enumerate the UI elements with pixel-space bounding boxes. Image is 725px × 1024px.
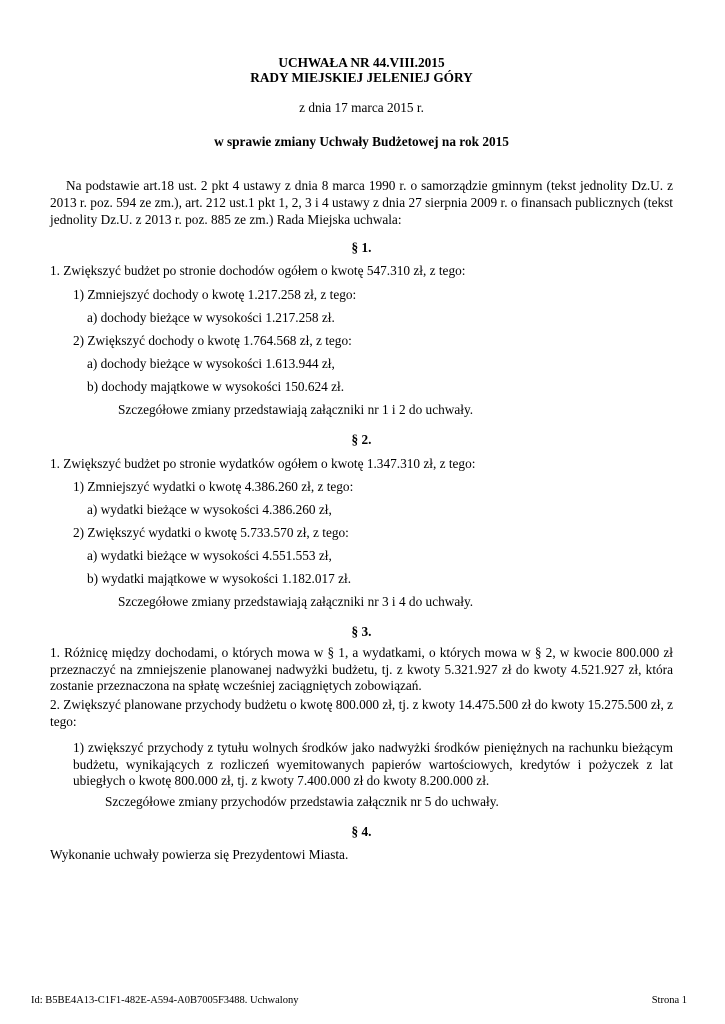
council-name: RADY MIEJSKIEJ JELENIEJ GÓRY [250,70,473,85]
section-1-sub-2: 2) Zwiększyć dochody o kwotę 1.764.568 zł, z tego: [73,333,352,348]
section-2-sub-1: 1) Zmniejszyć wydatki o kwotę 4.386.260 zł, z tego: [73,479,354,494]
section-3-heading: § 3. [351,624,372,639]
section-2-sub-2: 2) Zwiększyć wydatki o kwotę 5.733.570 zł, z tego: [73,525,349,540]
document-id: Id: B5BE4A13-C1F1-482E-A594-A0B7005F3488. Uchwalony [31,995,299,1006]
section-2-sub-1a: a) wydatki bieżące w wysokości 4.386.260 zł, [87,502,332,517]
section-3-item-2: 2. Zwiększyć planowane przychody budżetu o kwotę 800.000 zł, tj. z kwoty 14.475.500 zł do kwoty 15.275.500 zł, z tego: [50,697,673,729]
section-1-sub-1a: a) dochody bieżące w wysokości 1.217.258 zł. [87,310,335,325]
section-1-sub-2b: b) dochody majątkowe w wysokości 150.624 zł. [87,379,345,394]
section-1-sub-1: 1) Zmniejszyć dochody o kwotę 1.217.258 zł, z tego: [73,287,357,302]
section-1-item-1: 1. Zwiększyć budżet po stronie dochodów ogółem o kwotę 547.310 zł, z tego: [50,263,466,278]
section-2-heading: § 2. [351,432,372,447]
page-number: Strona 1 [651,995,687,1006]
section-3-details: Szczegółowe zmiany przychodów przedstawia załącznik nr 5 do uchwały. [105,794,499,809]
section-2-details: Szczegółowe zmiany przedstawiają załączniki nr 3 i 4 do uchwały. [118,594,474,609]
section-4-item-1: Wykonanie uchwały powierza się Prezydentowi Miasta. [50,847,349,862]
section-3-sub-1: 1) zwiększyć przychody z tytułu wolnych środków jako nadwyżki środków pieniężnych na rachunku bieżącym budżetu, wynikających z rozliczeń wyemitowanych papierów wartościowych, kredytów i pożyczek z lat ubiegłych o kwotę 800.000 zł, tj. z kwoty 7.400.000 zł do kwoty 8.200.000 zł. [73,740,673,788]
section-4-heading: § 4. [351,824,372,839]
legal-basis: Na podstawie art.18 ust. 2 pkt 4 ustawy z dnia 8 marca 1990 r. o samorządzie gminnym (tekst jednolity Dz.U. z 2013 r. poz. 594 ze zm.), art. 212 ust.1 pkt 1, 2, 3 i 4 ustawy z dnia 27 sierpnia 2009 r. o finansach publicznych (tekst jednolity Dz.U. z 2013 r. poz. 885 ze zm.) Rada Miejska uchwala: [50,178,673,227]
section-3-item-1: 1. Różnicę między dochodami, o których mowa w § 1, a wydatkami, o których mowa w § 2, w kwocie 800.000 zł przeznaczyć na zmniejszenie planowanej nadwyżki budżetu, tj. z kwoty 5.321.927 zł do kwoty 4.521.927 zł, która zostanie przeznaczona na spłatę wcześniej zaciągniętych zobowiązań. [50,645,673,693]
resolution-title: UCHWAŁA NR 44.VIII.2015 [278,55,445,70]
section-1-heading: § 1. [351,240,372,255]
section-2-sub-2a: a) wydatki bieżące w wysokości 4.551.553 zł, [87,548,332,563]
section-1-details: Szczegółowe zmiany przedstawiają załączniki nr 1 i 2 do uchwały. [118,402,474,417]
resolution-date: z dnia 17 marca 2015 r. [299,100,424,115]
section-1-sub-2a: a) dochody bieżące w wysokości 1.613.944 zł, [87,356,335,371]
section-2-sub-2b: b) wydatki majątkowe w wysokości 1.182.017 zł. [87,571,352,586]
section-2-item-1: 1. Zwiększyć budżet po stronie wydatków ogółem o kwotę 1.347.310 zł, z tego: [50,456,476,471]
resolution-subject: w sprawie zmiany Uchwały Budżetowej na rok 2015 [214,134,509,149]
